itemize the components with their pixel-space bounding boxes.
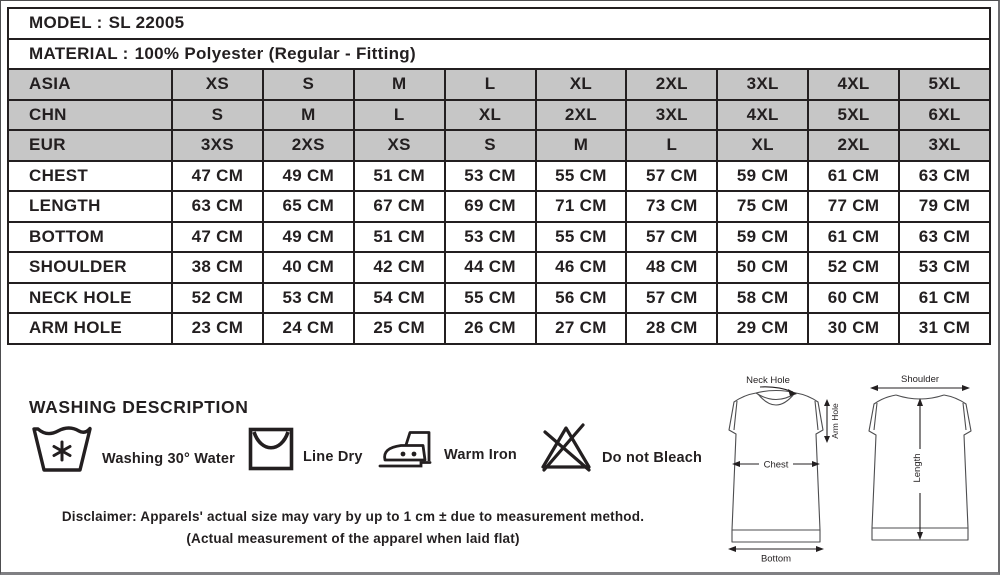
measurement-cell: 38 CM (172, 252, 263, 283)
wash-30-icon (31, 423, 93, 473)
measurement-cell: 48 CM (626, 252, 717, 283)
measurement-cell: 40 CM (263, 252, 354, 283)
measurement-cell: 57 CM (626, 283, 717, 314)
size-cell: 2XS (263, 130, 354, 161)
measurement-cell: 56 CM (536, 283, 627, 314)
measurement-cell: 58 CM (717, 283, 808, 314)
measurement-cell: 75 CM (717, 191, 808, 222)
garment-diagrams (704, 372, 996, 568)
care-item-label: Warm Iron (444, 447, 517, 463)
measurement-cell: 46 CM (536, 252, 627, 283)
measurement-cell: 63 CM (899, 161, 990, 192)
measurement-cell: 53 CM (899, 252, 990, 283)
measurement-cell: 59 CM (717, 161, 808, 192)
line-dry-icon (248, 427, 294, 471)
measurement-row-label: CHEST (8, 161, 172, 192)
measurement-cell: 47 CM (172, 161, 263, 192)
size-cell: 6XL (899, 100, 990, 131)
measurement-cell: 50 CM (717, 252, 808, 283)
shoulder-label: Shoulder (900, 374, 940, 385)
measurement-cell: 79 CM (899, 191, 990, 222)
measurement-row-label: SHOULDER (8, 252, 172, 283)
garment-back-diagram (850, 372, 990, 564)
measurement-row-label: LENGTH (8, 191, 172, 222)
measurement-cell: 57 CM (626, 222, 717, 253)
measurement-cell: 52 CM (172, 283, 263, 314)
size-cell: 4XL (808, 69, 899, 100)
size-cell: 3XS (172, 130, 263, 161)
size-table-rows (8, 8, 990, 344)
garment-front-diagram (714, 372, 854, 564)
measurement-row (8, 313, 990, 344)
size-cell: 5XL (808, 100, 899, 131)
measurement-cell: 60 CM (808, 283, 899, 314)
size-cell: 3XL (899, 130, 990, 161)
measurement-row-label: NECK HOLE (8, 283, 172, 314)
measurement-cell: 51 CM (354, 222, 445, 253)
measurement-cell: 61 CM (899, 283, 990, 314)
measurement-cell: 30 CM (808, 313, 899, 344)
measurement-cell: 49 CM (263, 161, 354, 192)
measurement-cell: 55 CM (445, 283, 536, 314)
measurement-row (8, 283, 990, 314)
size-cell: 4XL (717, 100, 808, 131)
measurement-cell: 44 CM (445, 252, 536, 283)
measurement-cell: 55 CM (536, 222, 627, 253)
disclaimer-line-2: (Actual measurement of the apparel when laid flat) (186, 530, 520, 546)
size-table (7, 7, 991, 345)
material-cell (8, 39, 990, 70)
measurement-cell: 24 CM (263, 313, 354, 344)
measurement-row (8, 191, 990, 222)
care-item-label: Do not Bleach (602, 450, 703, 466)
measurement-cell: 51 CM (354, 161, 445, 192)
size-cell: M (354, 69, 445, 100)
size-cell: XL (536, 69, 627, 100)
size-cell: M (263, 100, 354, 131)
measurement-cell: 26 CM (445, 313, 536, 344)
measurement-cell: 47 CM (172, 222, 263, 253)
size-cell: M (536, 130, 627, 161)
measurement-cell: 65 CM (263, 191, 354, 222)
chest-label: Chest (763, 459, 789, 471)
measurement-cell: 49 CM (263, 222, 354, 253)
measurement-cell: 53 CM (445, 161, 536, 192)
bottom-label: Bottom (760, 553, 792, 564)
care-item-warm-iron (377, 428, 517, 469)
material-label: MATERIAL : (29, 43, 129, 63)
measurement-row (8, 222, 990, 253)
measurement-cell: 59 CM (717, 222, 808, 253)
length-label: Length (912, 453, 923, 483)
size-cell: XS (354, 130, 445, 161)
size-cell: 2XL (536, 100, 627, 131)
size-row (8, 130, 990, 161)
size-cell: 2XL (626, 69, 717, 100)
do-not-bleach-icon (539, 422, 593, 472)
care-item-label: Washing 30° Water (102, 451, 236, 467)
measurement-cell: 71 CM (536, 191, 627, 222)
measurement-cell: 77 CM (808, 191, 899, 222)
measurement-row-label: BOTTOM (8, 222, 172, 253)
size-cell: 5XL (899, 69, 990, 100)
measurement-cell: 52 CM (808, 252, 899, 283)
measurement-cell: 28 CM (626, 313, 717, 344)
model-row (8, 8, 990, 39)
size-cell: 3XL (626, 100, 717, 131)
measurement-cell: 73 CM (626, 191, 717, 222)
measurement-cell: 63 CM (899, 222, 990, 253)
size-row-label: EUR (8, 130, 172, 161)
disclaimer (31, 506, 675, 549)
measurement-cell: 57 CM (626, 161, 717, 192)
washing-description-title: WASHING DESCRIPTION (29, 397, 249, 417)
material-row (8, 39, 990, 70)
measurement-cell: 31 CM (899, 313, 990, 344)
size-row (8, 100, 990, 131)
size-cell: L (445, 69, 536, 100)
model-label: MODEL : (29, 13, 103, 33)
size-cell: L (354, 100, 445, 131)
size-cell: S (445, 130, 536, 161)
measurement-cell: 55 CM (536, 161, 627, 192)
size-cell: L (626, 130, 717, 161)
model-cell (8, 8, 990, 39)
measurement-cell: 53 CM (445, 222, 536, 253)
size-cell: S (263, 69, 354, 100)
measurement-cell: 29 CM (717, 313, 808, 344)
size-cell: 2XL (808, 130, 899, 161)
care-item-do-not-bleach (539, 422, 702, 472)
size-cell: XS (172, 69, 263, 100)
measurement-cell: 61 CM (808, 161, 899, 192)
measurement-cell: 42 CM (354, 252, 445, 283)
measurement-cell: 63 CM (172, 191, 263, 222)
disclaimer-line-1: Disclaimer: Apparels' actual size may vary by up to 1 cm ± due to measurement method. (61, 509, 645, 524)
measurement-cell: 53 CM (263, 283, 354, 314)
measurement-cell: 25 CM (354, 313, 445, 344)
measurement-cell: 67 CM (354, 191, 445, 222)
size-row-label: ASIA (8, 69, 172, 100)
measurement-cell: 54 CM (354, 283, 445, 314)
material-value: 100% Polyester (Regular - Fitting) (134, 43, 416, 63)
measurement-cell: 61 CM (808, 222, 899, 253)
measurement-cell: 27 CM (536, 313, 627, 344)
care-item-label: Line Dry (303, 449, 363, 465)
size-cell: XL (717, 130, 808, 161)
size-cell: 3XL (717, 69, 808, 100)
measurement-row-label: ARM HOLE (8, 313, 172, 344)
care-item-wash (31, 423, 235, 473)
measurement-row (8, 161, 990, 192)
measurement-cell: 69 CM (445, 191, 536, 222)
warm-iron-icon (377, 428, 435, 469)
care-item-line-dry (248, 427, 363, 471)
size-cell: XL (445, 100, 536, 131)
neck-hole-label: Neck Hole (746, 375, 790, 386)
measurement-cell: 23 CM (172, 313, 263, 344)
measurement-row (8, 252, 990, 283)
size-row-label: CHN (8, 100, 172, 131)
arm-hole-label: Arm Hole (830, 403, 840, 439)
model-value: SL 22005 (108, 13, 185, 33)
size-row (8, 69, 990, 100)
size-cell: S (172, 100, 263, 131)
